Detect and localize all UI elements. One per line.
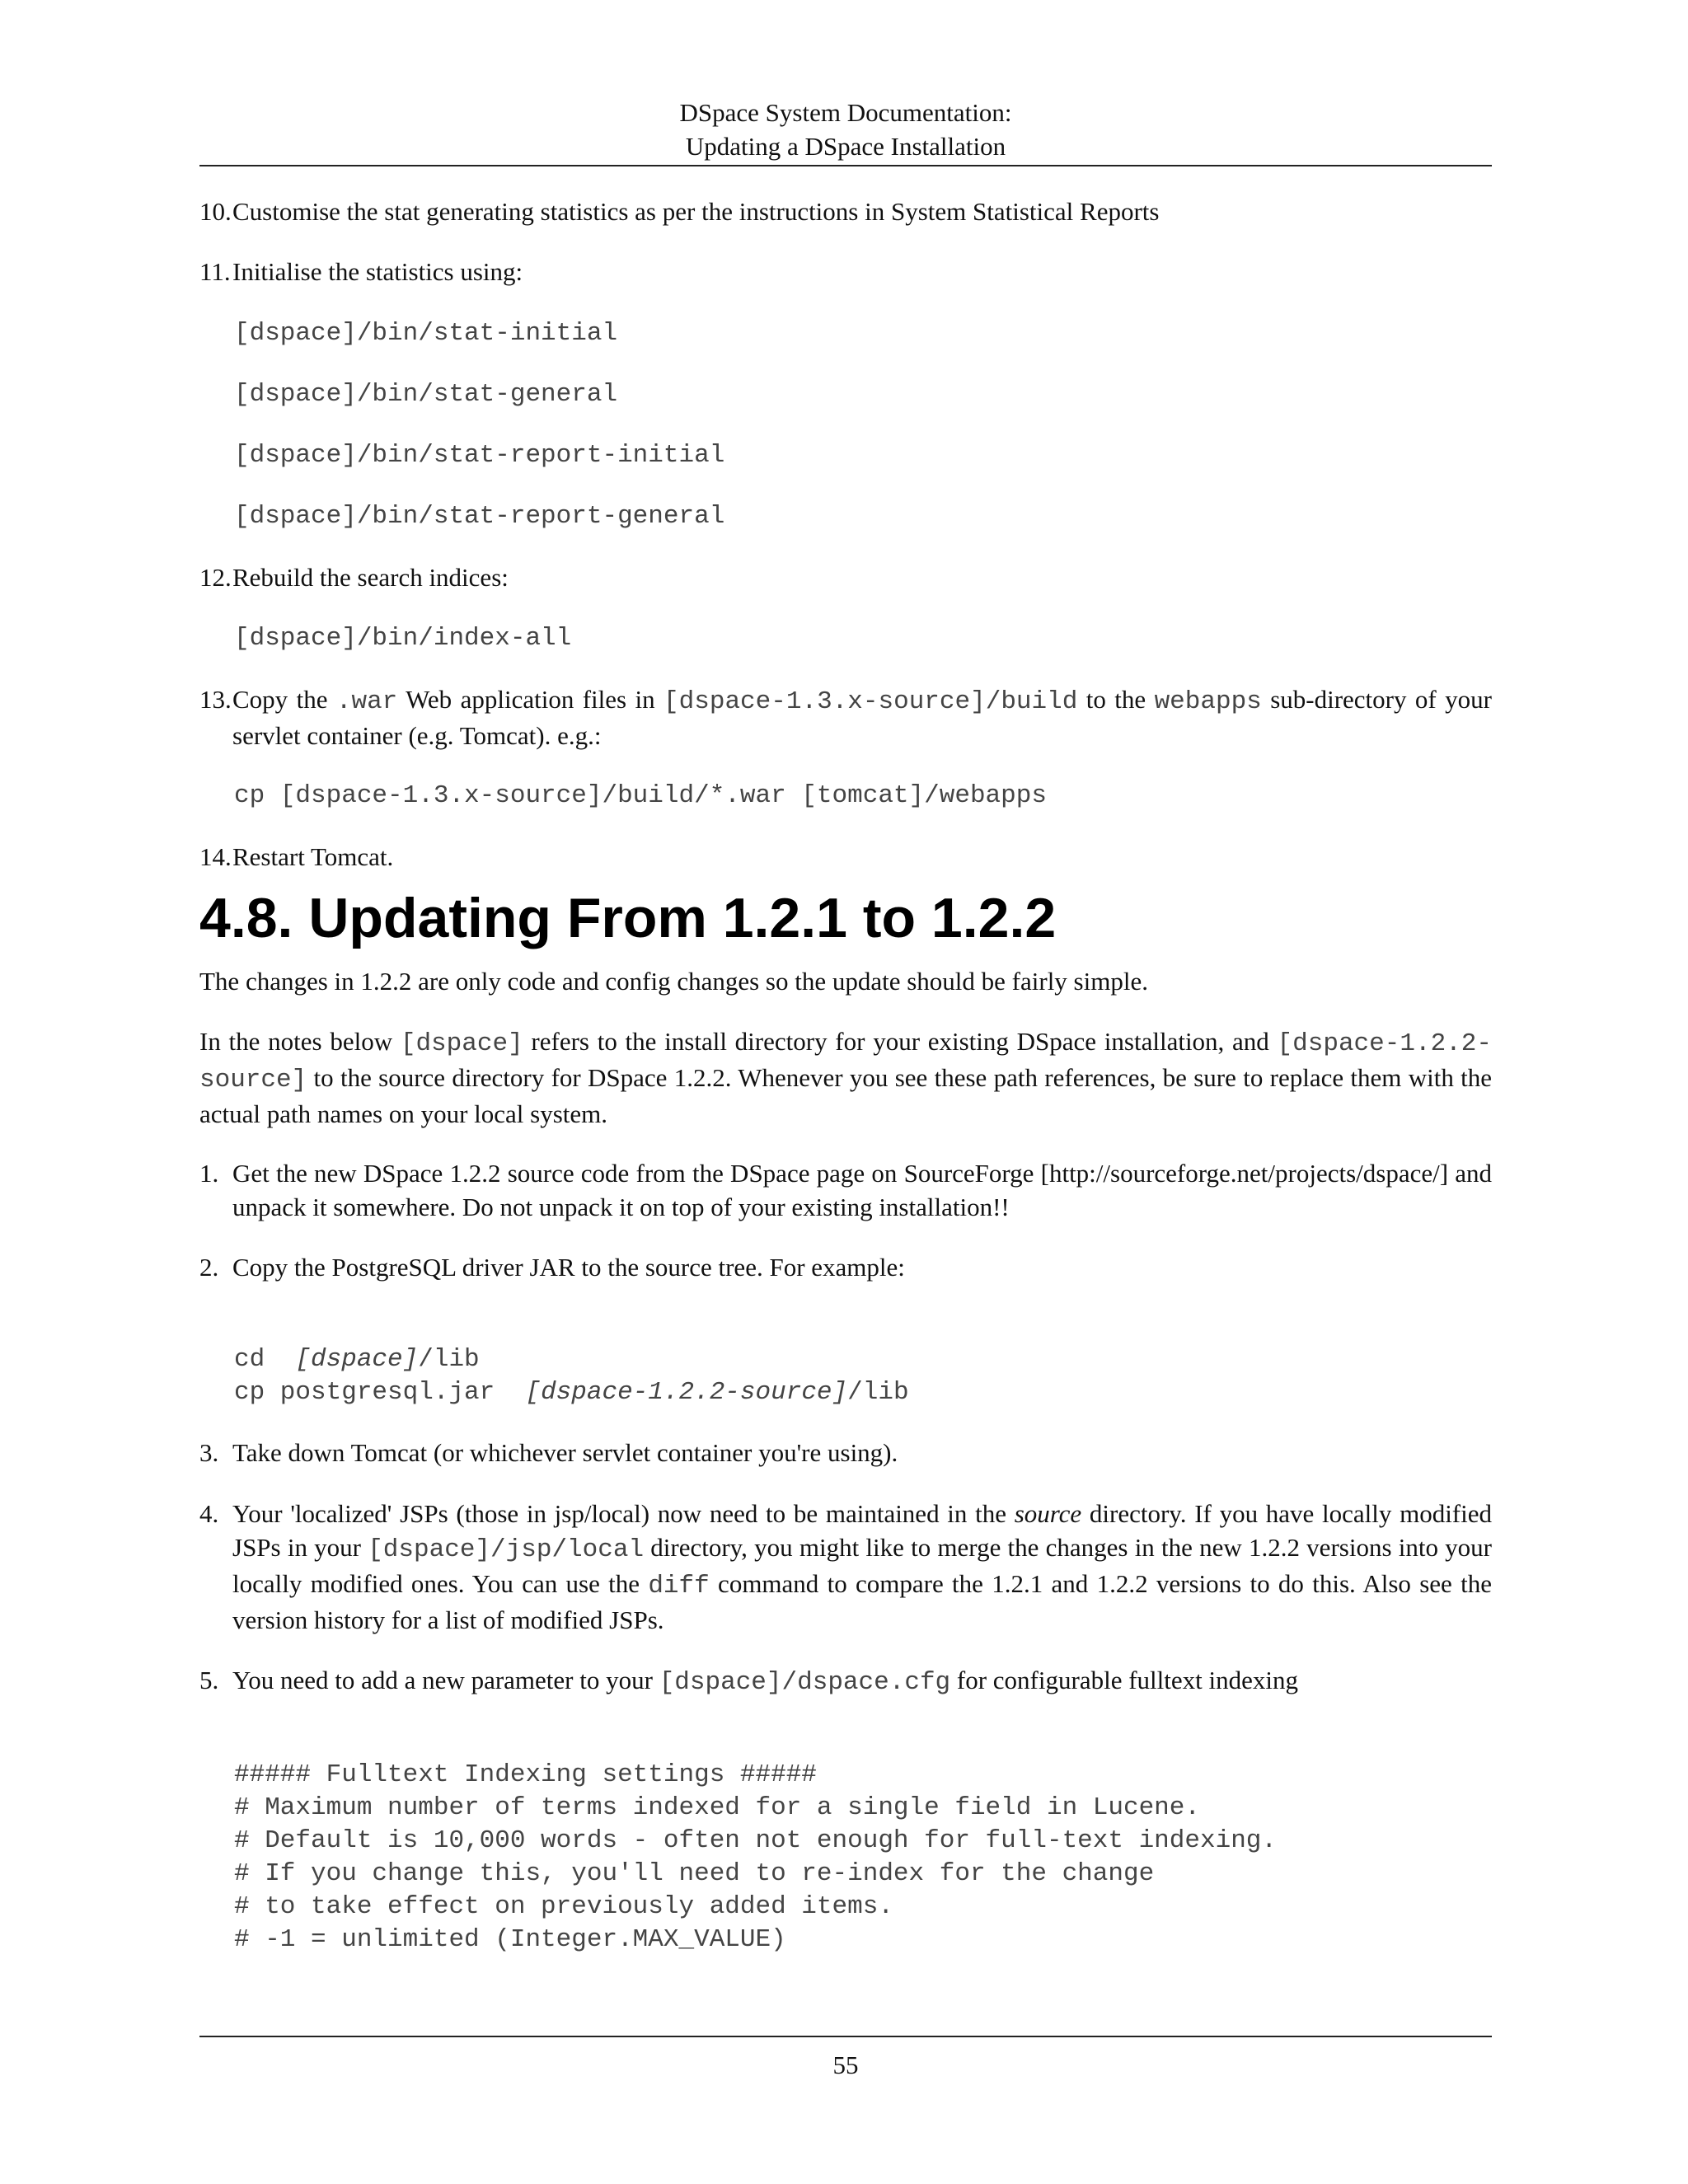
step-text: Customise the stat generating statistics as per the instructions in System Statistical Reports xyxy=(232,197,1160,226)
list-item-1 xyxy=(199,1156,1492,1224)
step-number: 10. xyxy=(199,197,232,226)
item-text: Get the new DSpace 1.2.2 source code from the DSpace page on SourceForge [http://sourceforge.net/projects/dspace/] and unpack it somewhere. Do not unpack it on top of your existing installation!! xyxy=(232,1159,1492,1221)
inline-code: [dspace-1.2.2-source] xyxy=(199,1029,1492,1094)
code-text: /lib xyxy=(847,1378,909,1407)
step-14 xyxy=(199,840,1492,874)
item-text: for configurable fulltext indexing xyxy=(950,1666,1298,1694)
section-intro: The changes in 1.2.2 are only code and config changes so the update should be fairly simple. xyxy=(199,967,1148,996)
step-11 xyxy=(199,255,1492,288)
step-text: to the xyxy=(1077,685,1155,714)
item-text: directory. If you have locally modified JSPs in your xyxy=(232,1499,1493,1562)
page-content xyxy=(199,194,1492,1957)
code-placeholder: [dspace-1.2.2-source] xyxy=(525,1378,848,1407)
item-number: 4. xyxy=(199,1499,219,1528)
code-line: # to take effect on previously added items. xyxy=(234,1892,893,1921)
step-13 xyxy=(199,682,1492,752)
section-heading: 4.8. Updating From 1.2.1 to 1.2.2 xyxy=(199,887,1057,949)
step-text: Restart Tomcat. xyxy=(232,842,394,871)
command-line: [dspace]/bin/index-all xyxy=(234,624,572,653)
running-header xyxy=(199,96,1492,163)
code-block-copy-jar xyxy=(199,1343,1492,1409)
inline-code: diff xyxy=(648,1572,710,1601)
code-text: cp postgresql.jar xyxy=(234,1378,526,1407)
footer-rule xyxy=(199,2036,1492,2037)
paragraph-text: to the source directory for DSpace 1.2.2. Whenever you see these path references, be sure to replace them with the actual path names on your local system. xyxy=(199,1063,1492,1128)
command-line: [dspace]/bin/stat-initial xyxy=(234,319,618,348)
paragraph-text: In the notes below xyxy=(199,1027,401,1056)
step-text: Web application files in xyxy=(397,685,664,714)
command-line: cp [dspace-1.3.x-source]/build/*.war [tomcat]/webapps xyxy=(234,781,1047,810)
code-text: cd xyxy=(234,1345,296,1374)
inline-code: [dspace-1.3.x-source]/build xyxy=(663,687,1078,716)
command-line: [dspace]/bin/stat-report-initial xyxy=(234,441,725,470)
code-placeholder: [dspace] xyxy=(295,1345,419,1374)
item-text: command to compare the 1.2.1 and 1.2.2 versions to do this. Also see the version history for a list of modified JSPs. xyxy=(232,1569,1492,1634)
item-text: Take down Tomcat (or whichever servlet container you're using). xyxy=(232,1438,898,1467)
item-number: 5. xyxy=(199,1666,219,1694)
item-number: 1. xyxy=(199,1159,219,1188)
step-number: 13. xyxy=(199,685,232,714)
item-text: Your 'localized' JSPs (those in jsp/local) now need to be maintained in the xyxy=(232,1499,1015,1528)
code-line: # If you change this, you'll need to re-index for the change xyxy=(234,1859,1155,1888)
item-text: Copy the PostgreSQL driver JAR to the source tree. For example: xyxy=(232,1253,905,1282)
step-text: Copy the xyxy=(232,685,336,714)
page-number: 55 xyxy=(832,2050,859,2079)
inline-code: webapps xyxy=(1154,687,1262,716)
inline-code: [dspace]/jsp/local xyxy=(368,1535,645,1564)
code-line: ##### Fulltext Indexing settings ##### xyxy=(234,1760,817,1789)
header-line-1: DSpace System Documentation: xyxy=(679,98,1012,127)
step-number: 11. xyxy=(199,257,231,286)
step-number: 14. xyxy=(199,842,232,871)
item-number: 2. xyxy=(199,1253,219,1282)
inline-code: [dspace] xyxy=(400,1029,523,1058)
item-text: directory, you might like to merge the changes in the new 1.2.2 versions into your locally modified ones. You can use the xyxy=(232,1533,1492,1598)
code-line: # -1 = unlimited (Integer.MAX_VALUE) xyxy=(234,1925,786,1954)
step-text: Rebuild the search indices: xyxy=(232,563,509,592)
code-line: # Maximum number of terms indexed for a single field in Lucene. xyxy=(234,1793,1200,1822)
code-line: # Default is 10,000 words - often not enough for full-text indexing. xyxy=(234,1826,1278,1855)
step-text: sub-directory of your servlet container (e.g. Tomcat). e.g.: xyxy=(232,685,1492,750)
command-line: [dspace]/bin/stat-general xyxy=(234,380,618,409)
notes-paragraph xyxy=(199,1024,1492,1131)
step-12 xyxy=(199,560,1492,594)
list-item-5 xyxy=(199,1663,1492,1699)
item-number: 3. xyxy=(199,1438,219,1467)
code-block-config xyxy=(199,1759,1492,1957)
step-10 xyxy=(199,194,1492,228)
step-text: Initialise the statistics using: xyxy=(232,257,523,286)
paragraph-text: refers to the install directory for your existing DSpace installation, and xyxy=(523,1027,1278,1056)
header-rule xyxy=(199,165,1492,166)
step-number: 12. xyxy=(199,563,232,592)
list-item-4 xyxy=(199,1497,1492,1637)
inline-code: [dspace]/dspace.cfg xyxy=(659,1668,951,1697)
list-item-3 xyxy=(199,1436,1492,1469)
code-text: /lib xyxy=(418,1345,480,1374)
command-line: [dspace]/bin/stat-report-general xyxy=(234,502,725,531)
item-text: You need to add a new parameter to your xyxy=(232,1666,659,1694)
header-line-2: Updating a DSpace Installation xyxy=(685,132,1006,161)
list-item-2 xyxy=(199,1250,1492,1284)
inline-code: .war xyxy=(335,687,398,716)
emphasis-text: source xyxy=(1014,1499,1082,1528)
